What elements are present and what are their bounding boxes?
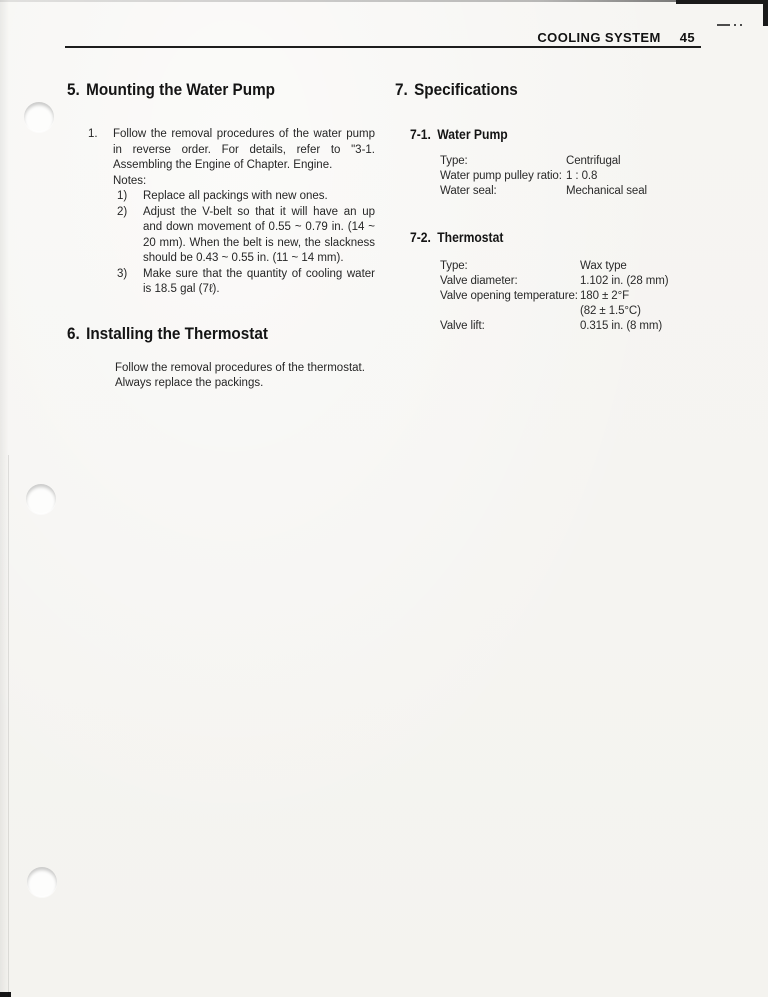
procedure-item-1 [67, 127, 390, 298]
note-text: Make sure that the quantity of cooling water is 18.5 gal (7ℓ). [143, 267, 375, 295]
item-body [113, 127, 375, 298]
spec-label: Water seal: [440, 185, 497, 197]
water-pump-spec-table [440, 154, 725, 199]
note-number: 1) [117, 190, 128, 202]
spec-value: Centrifugal [566, 155, 621, 167]
note-text: Adjust the V-belt so that it will have an up and down movement of 0.55 ~ 0.79 in. (14 ~ 20 mm). When the belt is new, the slackness should be 0.43 ~ 0.55 in. (11 ~ 14 mm). [143, 205, 375, 264]
section-5-heading [67, 80, 358, 100]
subsection-7-2-heading [410, 230, 694, 246]
spec-value: 1 : 0.8 [566, 170, 598, 182]
section-6-heading [67, 324, 358, 344]
subsection-7-1-heading [410, 127, 694, 143]
note-number: 2) [117, 205, 128, 218]
spec-label [440, 304, 580, 319]
item-number: 1. [88, 128, 98, 140]
note-text: Replace all packings with new ones. [143, 190, 328, 202]
spec-label: Water pump pulley ratio: [440, 170, 562, 182]
punch-hole-middle [26, 484, 56, 514]
page-header [537, 30, 695, 45]
scan-top-edge [0, 0, 768, 2]
punch-hole-top [24, 102, 54, 132]
scan-corner-mark-top [676, 0, 768, 4]
subsection-7-1-title: Water Pump [437, 127, 508, 142]
right-column [395, 80, 725, 334]
spec-label: Type: [440, 155, 468, 167]
scan-corner-mark-side [763, 0, 768, 26]
spec-value: 0.315 in. (8 mm) [580, 320, 663, 332]
left-column [67, 80, 390, 392]
spec-row [440, 154, 725, 169]
subsection-7-2-title: Thermostat [437, 230, 504, 245]
punch-hole-bottom [27, 867, 57, 897]
header-rule [65, 46, 701, 48]
registration-dash-mark [717, 24, 745, 26]
thermostat-spec-table [440, 259, 725, 334]
note-item [113, 205, 375, 267]
spec-label: Valve diameter: [440, 275, 518, 287]
page-number: 45 [679, 30, 695, 45]
spec-value: 180 ± 2°F [580, 290, 630, 302]
running-title: COOLING SYSTEM [537, 30, 661, 45]
spec-row [440, 304, 725, 319]
section-5-number: 5. [67, 80, 80, 99]
spec-row [440, 184, 725, 199]
subsection-7-1-number: 7-1. [410, 127, 431, 142]
note-number: 3) [117, 267, 128, 280]
section-6-number: 6. [67, 323, 80, 343]
spec-value: Wax type [580, 260, 627, 272]
section-7-number: 7. [395, 80, 408, 99]
section-7-title: Specifications [414, 80, 518, 99]
section-6-body: Follow the removal procedures of the thermostat. Always replace the packings. [115, 361, 365, 389]
spec-label: Valve opening temperature: [440, 290, 578, 302]
spec-value: Mechanical seal [566, 185, 647, 197]
section-7-heading [395, 80, 692, 100]
spec-row [440, 259, 725, 274]
note-item [113, 189, 375, 205]
notes-label: Notes: [113, 174, 147, 187]
spec-row [440, 274, 725, 289]
spec-row [440, 319, 725, 334]
note-item [113, 267, 375, 298]
spec-row [440, 289, 725, 304]
procedure-text: Follow the removal procedures of the water pump in reverse order. For details, refer to "3-1. Assembling the Engine of Chapter. Engine. [113, 128, 375, 171]
subsection-7-2-number: 7-2. [410, 230, 431, 245]
spec-value: (82 ± 1.5°C) [580, 305, 641, 317]
page-left-edge-line [8, 455, 9, 997]
section-6-title: Installing the Thermostat [86, 323, 268, 343]
spec-value: 1.102 in. (28 mm) [580, 275, 669, 287]
spec-label: Type: [440, 260, 468, 272]
spec-label: Valve lift: [440, 320, 485, 332]
spec-row [440, 169, 725, 184]
section-5-title: Mounting the Water Pump [86, 80, 276, 99]
